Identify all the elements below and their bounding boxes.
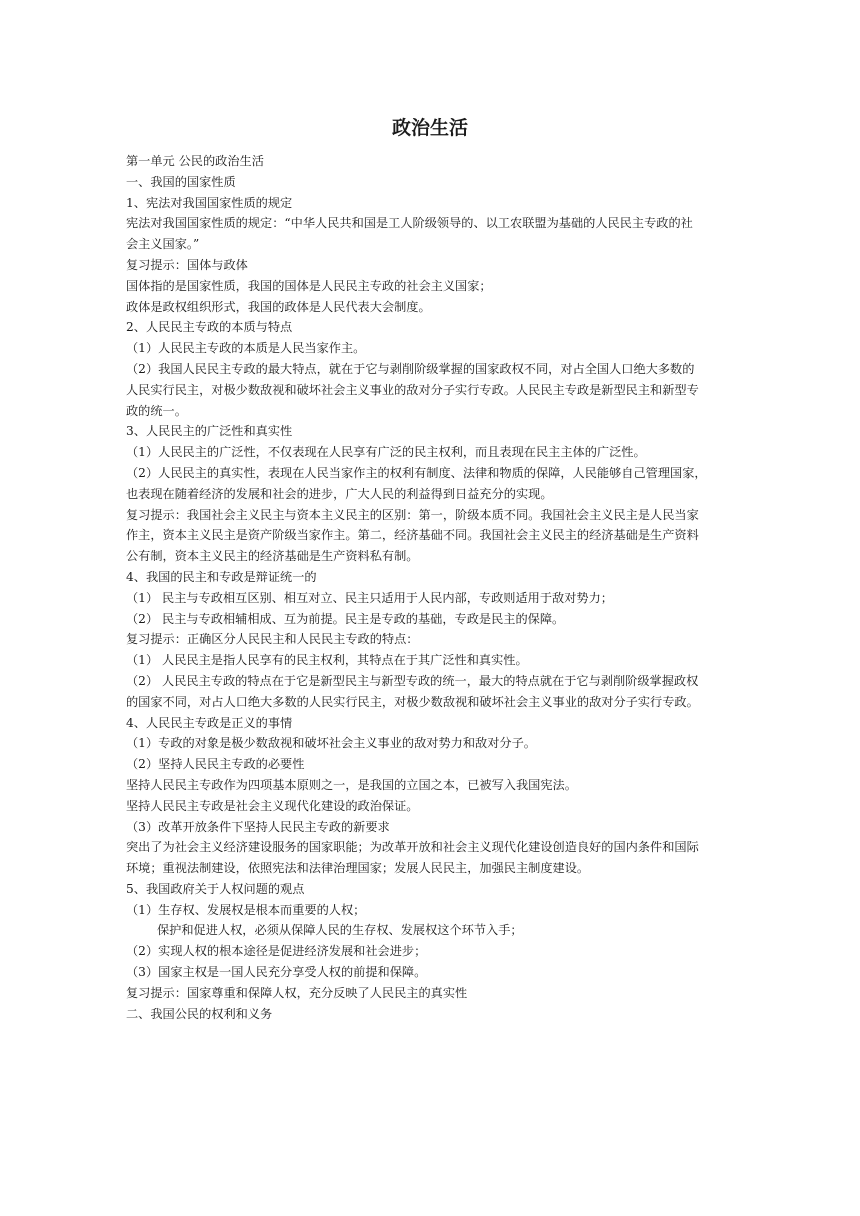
text-line: 作主，资本主义民主是资产阶级当家作主。第二，经济基础不同。我国社会主义民主的经济基础是生产资料 (126, 528, 699, 543)
text-line: 宪法对我国国家性质的规定：“中华人民共和国是工人阶级领导的、以工农联盟为基础的人民民主专政的社 (126, 216, 693, 231)
text-line: 复习提示：国体与政体 (126, 257, 248, 272)
text-line: 5、我国政府关于人权问题的观点 (126, 881, 305, 896)
text-line: （1）生存权、发展权是根本而重要的人权； (126, 902, 366, 917)
text-line: 3、人民民主的广泛性和真实性 (126, 424, 293, 439)
text-line: 国体指的是国家性质，我国的国体是人民民主专政的社会主义国家； (126, 278, 492, 293)
text-line: （2） 民主与专政相辅相成、互为前提。民主是专政的基础，专政是民主的保障。 (126, 611, 565, 626)
text-line: 复习提示：正确区分人民民主和人民民主专政的特点： (126, 632, 419, 647)
text-line: （1）人民民主专政的本质是人民当家作主。 (126, 341, 366, 356)
text-line: 保护和促进人权，必须从保障人民的生存权、发展权这个环节入手； (157, 923, 523, 938)
document-body (126, 151, 738, 1024)
text-line: 的国家不同，对占人口绝大多数的人民实行民主，对极少数敌视和破坏社会主义事业的敌对分子实行专政。 (126, 694, 699, 709)
text-line: 一、我国的国家性质 (126, 174, 236, 189)
text-line: （3）国家主权是一国人民充分享受人权的前提和保障。 (126, 965, 427, 980)
text-line: 坚持人民民主专政是社会主义现代化建设的政治保证。 (126, 798, 419, 813)
text-line: 公有制，资本主义民主的经济基础是生产资料私有制。 (126, 549, 419, 564)
text-line: （2）实现人权的根本途径是促进经济发展和社会进步； (126, 944, 427, 959)
text-line: （2） 人民民主专政的特点在于它是新型民主与新型专政的统一，最大的特点就在于它与剥削阶级掌握政权 (126, 673, 699, 688)
text-line: （1） 民主与专政相互区别、相互对立、民主只适用于人民内部，专政则适用于敌对势力； (126, 590, 613, 605)
text-line: 也表现在随着经济的发展和社会的进步，广大人民的利益得到日益充分的实现。 (126, 486, 553, 501)
text-line: 复习提示：国家尊重和保障人权，充分反映了人民民主的真实性 (126, 985, 468, 1000)
text-line: （1）专政的对象是极少数敌视和破坏社会主义事业的敌对势力和敌对分子。 (126, 736, 536, 751)
text-line: 会主义国家。” (126, 237, 200, 252)
text-line: 政的统一。 (126, 403, 187, 418)
text-line: 环境；重视法制建设，依照宪法和法律治理国家；发展人民民主，加强民主制度建设。 (126, 861, 590, 876)
text-line: （3）改革开放条件下坚持人民民主专政的新要求 (126, 819, 390, 834)
text-line: （1） 人民民主是指人民享有的民主权利，其特点在于其广泛性和真实性。 (126, 653, 528, 668)
text-line: 人民实行民主，对极少数敌视和破坏社会主义事业的敌对分子实行专政。人民民主专政是新型民主和新型专 (126, 382, 699, 397)
text-line: 4、我国的民主和专政是辩证统一的 (126, 569, 317, 584)
document-title: 政治生活 (391, 117, 468, 139)
text-line: 复习提示：我国社会主义民主与资本主义民主的区别：第一，阶级本质不同。我国社会主义民主是人民当家 (126, 507, 699, 522)
text-line: （2）坚持人民民主专政的必要性 (126, 757, 305, 772)
text-line: 突出了为社会主义经济建设服务的国家职能；为改革开放和社会主义现代化建设创造良好的国内条件和国际 (126, 840, 699, 855)
text-line: 2、人民民主专政的本质与特点 (126, 320, 293, 335)
text-line: 坚持人民民主专政作为四项基本原则之一，是我国的立国之本，已被写入我国宪法。 (126, 777, 577, 792)
text-line: 二、我国公民的权利和义务 (126, 1006, 273, 1021)
text-line: 4、人民民主专政是正义的事情 (126, 715, 293, 730)
text-line: （2）我国人民民主专政的最大特点，就在于它与剥削阶级掌握的国家政权不同，对占全国人口绝大多数的 (126, 361, 695, 376)
text-line: （2）人民民主的真实性，表现在人民当家作主的权利有制度、法律和物质的保障，人民能够自己管理国家， (126, 465, 707, 480)
text-line: 1、宪法对我国国家性质的规定 (126, 195, 293, 210)
text-line: （1）人民民主的广泛性，不仅表现在人民享有广泛的民主权利，而且表现在民主主体的广泛性。 (126, 445, 646, 460)
text-line: 第一单元 公民的政治生活 (126, 154, 264, 168)
text-line: 政体是政权组织形式，我国的政体是人民代表大会制度。 (126, 299, 431, 314)
